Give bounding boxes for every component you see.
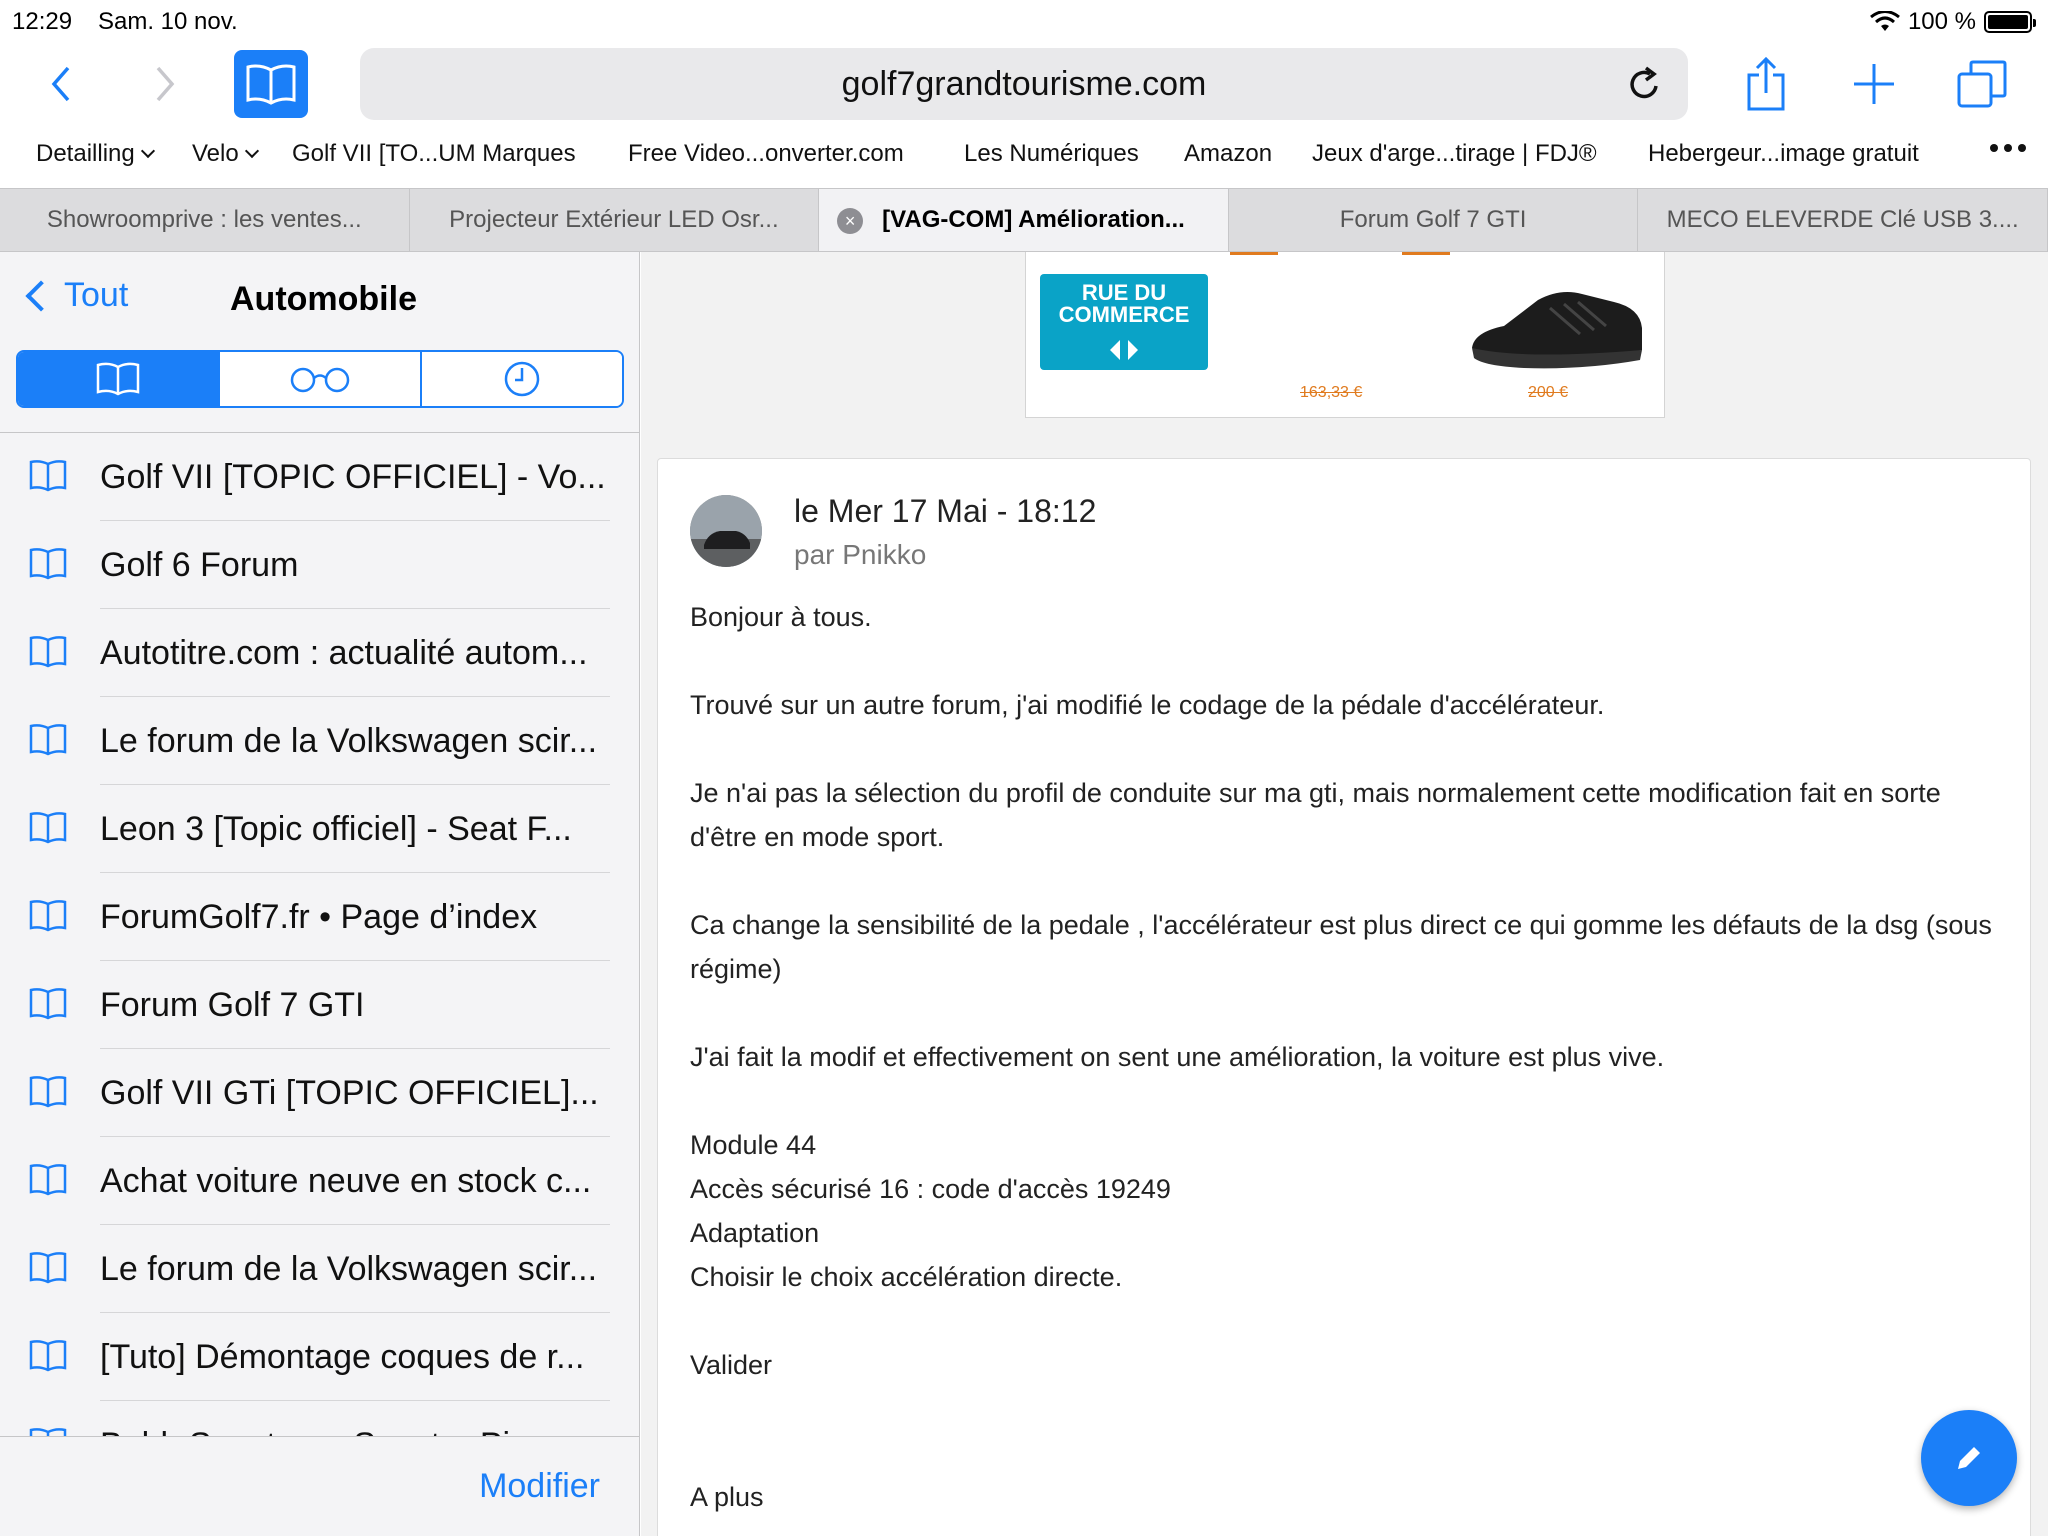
bookmark-label: ForumGolf7.fr • Page d’index — [100, 873, 610, 961]
back-arrow-icon — [48, 64, 72, 104]
book-icon — [28, 811, 68, 845]
tabs-overview-button[interactable] — [1956, 56, 2008, 112]
book-icon — [28, 1251, 68, 1285]
ad-price: 163,33 € — [1300, 384, 1363, 401]
sneaker-image — [1464, 278, 1648, 378]
book-icon — [28, 1163, 68, 1197]
bookmark-item[interactable] — [0, 1225, 640, 1313]
close-tab-icon[interactable]: × — [837, 208, 863, 234]
favorite-amazon[interactable]: Amazon — [1184, 140, 1273, 167]
sidebar-title: Automobile — [230, 280, 417, 318]
bookmark-item[interactable] — [0, 1313, 640, 1401]
bookmark-label: Golf VII GTi [TOPIC OFFICIEL]... — [100, 1049, 610, 1137]
book-icon — [95, 361, 141, 397]
address-bar[interactable] — [360, 48, 1688, 120]
post-paragraph — [690, 1387, 2010, 1431]
bookmark-label: Golf 6 Forum — [100, 521, 610, 609]
post-paragraph: Trouvé sur un autre forum, j'ai modifié le codage de la pédale d'accélérateur. — [690, 690, 1605, 720]
tab-meco-usb[interactable]: MECO ELEVERDE Clé USB 3.... — [1638, 189, 2048, 251]
post-paragraph: Je n'ai pas la sélection du profil de conduite sur ma gti, mais normalement cette modification fait en sorte d'être en mode sport. — [690, 778, 1941, 852]
favorite-golf-vii[interactable]: Golf VII [TO...UM Marques — [292, 140, 576, 167]
post-paragraph — [690, 639, 2010, 683]
segment-reading-list[interactable] — [220, 352, 422, 406]
tab-showroomprive[interactable]: Showroomprive : les ventes... — [0, 189, 410, 251]
back-button[interactable] — [40, 60, 80, 108]
favorite-hebergeur[interactable]: Hebergeur...image gratuit — [1648, 140, 1919, 167]
bookmark-list — [0, 432, 640, 1489]
bookmark-item[interactable] — [0, 961, 640, 1049]
forum-post — [657, 458, 2031, 1536]
favorite-free-video[interactable]: Free Video...onverter.com — [628, 140, 904, 167]
book-icon — [28, 547, 68, 581]
status-date: Sam. 10 nov. — [98, 8, 238, 35]
forward-arrow-icon — [154, 64, 178, 104]
book-icon — [28, 899, 68, 933]
back-chevron-icon — [25, 280, 56, 311]
sidebar-back-button[interactable]: Tout — [22, 276, 128, 315]
tab-projecteur[interactable]: Projecteur Extérieur LED Osr... — [410, 189, 820, 251]
tab-forum-golf-7[interactable]: Forum Golf 7 GTI — [1229, 189, 1639, 251]
chevron-down-icon — [141, 144, 155, 158]
web-content — [641, 252, 2048, 1536]
favorite-velo[interactable]: Velo — [192, 140, 257, 168]
post-paragraph: Choisir le choix accélération directe. — [690, 1262, 1123, 1292]
post-paragraph — [690, 991, 2010, 1035]
bookmark-label: Leon 3 [Topic officiel] - Seat F... — [100, 785, 610, 873]
logo-text: RUE DU COMMERCE — [1058, 280, 1190, 327]
more-icon[interactable] — [1990, 144, 2026, 152]
pencil-icon — [1952, 1441, 1986, 1475]
bookmark-label: Le forum de la Volkswagen scir... — [100, 697, 610, 785]
book-icon — [28, 987, 68, 1021]
post-paragraph: A plus — [690, 1482, 764, 1512]
book-icon — [28, 459, 68, 493]
book-icon — [28, 723, 68, 757]
forward-button[interactable] — [146, 60, 186, 108]
status-right — [1870, 8, 2032, 36]
wifi-icon — [1870, 11, 1900, 33]
favorite-fdj[interactable]: Jeux d'arge...tirage | FDJ® — [1312, 140, 1597, 167]
ad-accent-bar — [1230, 252, 1278, 255]
ad-accent-bar — [1402, 252, 1450, 255]
new-tab-button[interactable] — [1850, 56, 1898, 112]
tabs-icon — [1957, 60, 2007, 108]
book-icon — [28, 1075, 68, 1109]
book-icon — [28, 635, 68, 669]
bookmark-label: Autotitre.com : actualité autom... — [100, 609, 610, 697]
bookmark-item[interactable] — [0, 697, 640, 785]
post-paragraph: Ca change la sensibilité de la pedale , l'accélérateur est plus direct ce qui gomme les défauts de la dsg (sous régime) — [690, 910, 1992, 984]
bookmarks-button[interactable] — [234, 50, 308, 118]
favorites-bar — [0, 136, 2048, 188]
bookmarks-sidebar — [0, 252, 640, 1536]
ad-price: 200 € — [1528, 384, 1569, 401]
bookmark-item[interactable] — [0, 785, 640, 873]
post-paragraph: Valider — [690, 1350, 773, 1380]
post-body — [690, 595, 2010, 1519]
ad-banner[interactable] — [1025, 252, 1665, 418]
tab-vag-com[interactable]: × [VAG-COM] Amélioration... — [819, 189, 1229, 251]
sidebar-header — [0, 252, 640, 348]
segment-history[interactable] — [422, 352, 622, 406]
share-button[interactable] — [1744, 54, 1788, 114]
plus-icon — [1852, 62, 1896, 106]
url-text: golf7grandtourisme.com — [841, 64, 1207, 103]
bookmark-label: Forum Golf 7 GTI — [100, 961, 610, 1049]
battery-percent: 100 % — [1907, 8, 1976, 35]
share-icon — [1745, 57, 1787, 111]
post-paragraph: Accès sécurisé 16 : code d'accès 19249 — [690, 1174, 1171, 1204]
post-paragraph — [690, 1299, 2010, 1343]
avatar[interactable] — [690, 495, 762, 567]
post-paragraph — [690, 1079, 2010, 1123]
bookmark-item[interactable] — [0, 1137, 640, 1225]
battery-icon — [1984, 11, 2032, 33]
post-paragraph — [690, 859, 2010, 903]
bookmark-label: Achat voiture neuve en stock c... — [100, 1137, 610, 1225]
sidebar-segmented-control — [16, 350, 624, 408]
bookmark-label: [Tuto] Démontage coques de r... — [100, 1313, 610, 1401]
post-paragraph: Adaptation — [690, 1218, 820, 1248]
bookmark-label: Le forum de la Volkswagen scir... — [100, 1225, 610, 1313]
status-time: 12:29 — [12, 8, 73, 35]
browser-toolbar — [0, 40, 2048, 136]
bookmark-item[interactable] — [0, 873, 640, 961]
post-paragraph: Module 44 — [690, 1130, 817, 1160]
clock-icon — [503, 360, 541, 398]
favorite-detailling[interactable]: Detailling — [36, 140, 153, 168]
bookmark-item[interactable] — [0, 433, 640, 521]
bookmark-item[interactable] — [0, 609, 640, 697]
bookmark-item[interactable] — [0, 1049, 640, 1137]
book-icon — [244, 62, 298, 106]
glasses-icon — [287, 364, 353, 394]
segment-bookmarks[interactable] — [18, 352, 220, 406]
book-icon — [28, 1339, 68, 1373]
edit-button[interactable]: Modifier — [479, 1467, 600, 1505]
favorite-les-numeriques[interactable]: Les Numériques — [964, 140, 1139, 167]
avatar-image — [690, 495, 762, 567]
chevron-down-icon — [245, 144, 259, 158]
post-paragraph — [690, 727, 2010, 771]
status-bar — [0, 0, 2048, 40]
post-paragraph: Bonjour à tous. — [690, 602, 872, 632]
post-paragraph — [690, 1431, 2010, 1475]
compose-button[interactable] — [1921, 1410, 2017, 1506]
sidebar-footer — [0, 1436, 640, 1536]
bookmark-label: Golf VII [TOPIC OFFICIEL] - Vo... — [100, 433, 610, 521]
reload-icon[interactable] — [1628, 66, 1662, 102]
bookmark-item[interactable] — [0, 521, 640, 609]
carrefour-logo-icon — [1106, 338, 1142, 362]
post-author[interactable]: par Pnikko — [794, 539, 927, 570]
post-paragraph: J'ai fait la modif et effectivement on sent une amélioration, la voiture est plus vive. — [690, 1042, 1665, 1072]
tab-bar — [0, 188, 2048, 252]
post-date: le Mer 17 Mai - 18:12 — [794, 493, 1097, 529]
